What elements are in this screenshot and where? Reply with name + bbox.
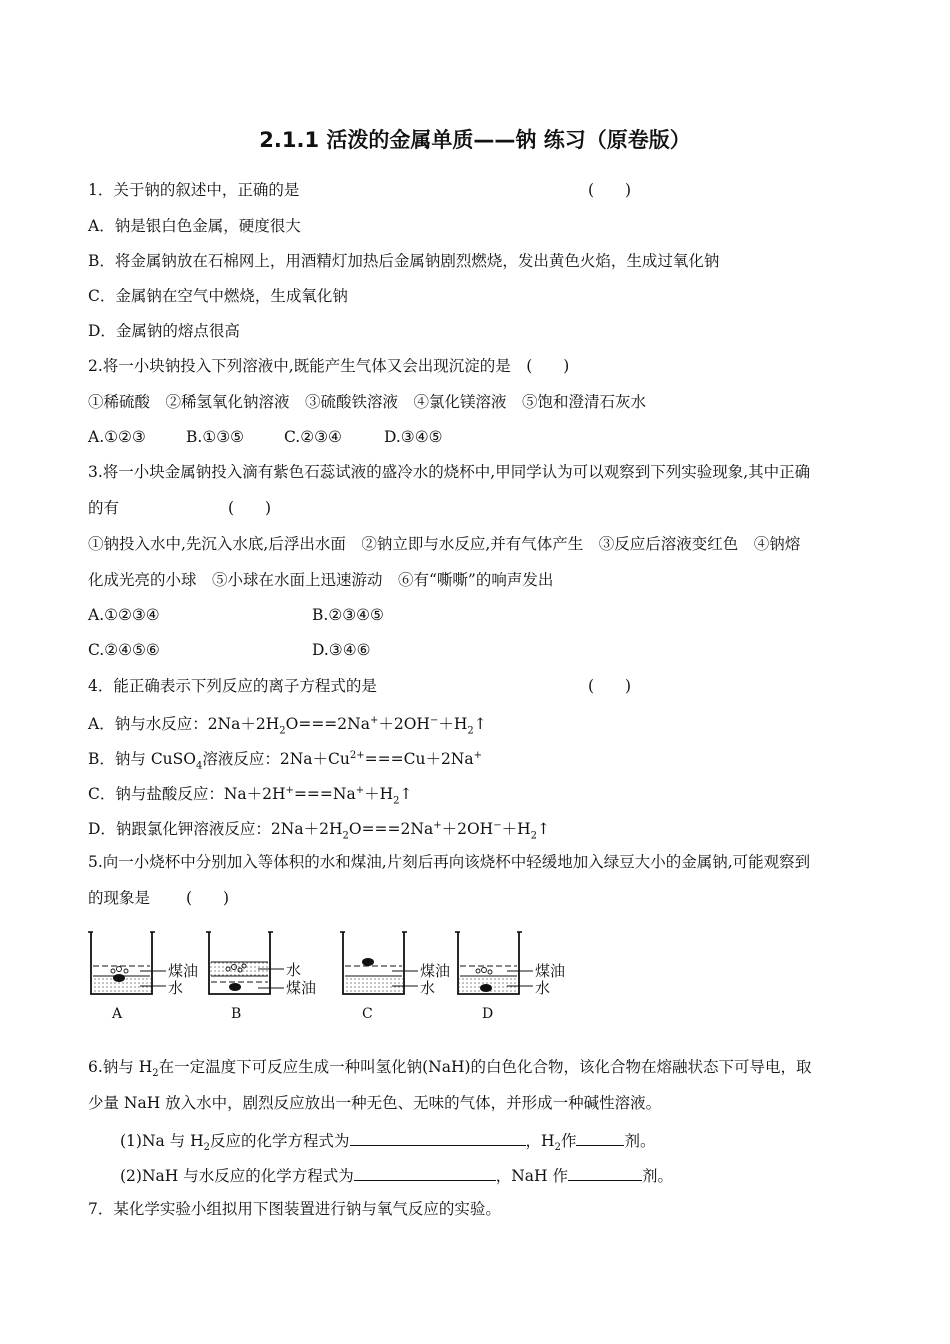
beaker-b-label: B (231, 1006, 242, 1022)
q2-option-a: A.①②③ (88, 428, 146, 446)
q7-stem: 7．某化学实验小组拟用下图装置进行钠与氧气反应的实验。 (88, 1200, 501, 1218)
q4-answer-bracket: ( ) (588, 677, 632, 695)
q1-option-a: A．钠是银白色金属，硬度很大 (88, 217, 301, 235)
beaker-a-kerosene-label: 煤油 (168, 962, 199, 980)
q3-stem-line1: 3.将一小块金属钠投入滴有紫色石蕊试液的盛冷水的烧杯中,甲同学认为可以观察到下列实验现象,其中正确 (88, 463, 811, 481)
q4-option-a: A．钠与水反应：$2Na+2H_2O===2Na^++2OH^-+H_2↑$ (88, 715, 487, 737)
q5-answer-bracket: ( ) (186, 889, 230, 907)
q6-part1-blank-equation[interactable] (350, 1129, 526, 1146)
q6-part2-blank-role[interactable] (568, 1164, 642, 1181)
q4-option-b: B．钠与 CuSO$_4$溶液反应：$2Na+Cu^{2+}===Cu+2Na^+$ (88, 750, 483, 772)
beaker-d (455, 932, 565, 1022)
beaker-a (88, 932, 198, 1022)
q6-part1: (1)Na 与 $H_2$反应的化学方程式为 ，$H_2$作 剂。 (120, 1129, 655, 1158)
beaker-d-kerosene-label: 煤油 (535, 962, 566, 980)
beaker-b-water-label: 水 (286, 961, 302, 979)
beaker-c-label: C (362, 1006, 373, 1022)
q4-option-d: D．钠跟氯化钾溶液反应：$2Na+2H_2O===2Na^++2OH^-+H_2↑$ (88, 820, 550, 842)
q3-answer-bracket: ( ) (228, 499, 272, 517)
q6-part2-blank-equation[interactable] (354, 1164, 496, 1181)
beaker-a-label: A (112, 1006, 123, 1022)
q2-stem: 2.将一小块钠投入下列溶液中,既能产生气体又会出现沉淀的是 ( ) (88, 357, 570, 375)
q3-items-line1: ①钠投入水中,先沉入水底,后浮出水面 ②钠立即与水反应,并有气体产生 ③反应后溶液变红色 ④钠熔 (88, 535, 801, 553)
q6-part1-blank-role[interactable] (576, 1129, 624, 1146)
beaker-c (340, 932, 450, 1022)
q1-option-d: D．金属钠的熔点很高 (88, 322, 240, 340)
q3-option-b: B.②③④⑤ (312, 606, 384, 624)
q3-stem-line2: 的有 (88, 499, 120, 517)
q5-stem-line1: 5.向一小烧杯中分别加入等体积的水和煤油,片刻后再向该烧杯中轻缓地加入绿豆大小的金属钠,可能观察到 (88, 853, 811, 871)
beaker-b-kerosene-label: 煤油 (286, 979, 317, 997)
q2-option-c: C.②③④ (284, 428, 342, 446)
q5-beaker-figure (86, 926, 586, 1026)
q3-items-line2: 化成光亮的小球 ⑤小球在水面上迅速游动 ⑥有“嘶嘶”的响声发出 (88, 571, 554, 589)
q3-option-a: A.①②③④ (88, 606, 160, 624)
q1-stem: 1．关于钠的叙述中，正确的是 (88, 181, 300, 199)
q1-option-b: B．将金属钠放在石棉网上，用酒精灯加热后金属钠剧烈燃烧，发出黄色火焰，生成过氧化钠 (88, 252, 720, 270)
q1-answer-bracket: ( ) (588, 181, 632, 199)
q1-option-c: C．金属钠在空气中燃烧，生成氧化钠 (88, 287, 348, 305)
q3-option-d: D.③④⑥ (312, 641, 371, 659)
q4-option-c: C．钠与盐酸反应：$Na+2H^+===Na^++H_2↑$ (88, 785, 413, 807)
beaker-d-label: D (482, 1006, 494, 1022)
q6-stem-line2: 少量 NaH 放入水中，剧烈反应放出一种无色、无味的气体，并形成一种碱性溶液。 (88, 1094, 662, 1112)
q4-stem: 4．能正确表示下列反应的离子方程式的是 (88, 677, 377, 695)
beaker-c-water-label: 水 (420, 979, 436, 997)
q3-option-c: C.②④⑤⑥ (88, 641, 160, 659)
page-title: 2.1.1 活泼的金属单质——钠 练习（原卷版） (259, 128, 691, 152)
beaker-b (206, 932, 316, 1022)
beaker-d-water-label: 水 (535, 979, 551, 997)
q5-stem-line2: 的现象是 (88, 889, 151, 907)
q2-items: ①稀硫酸 ②稀氢氧化钠溶液 ③硫酸铁溶液 ④氯化镁溶液 ⑤饱和澄清石灰水 (88, 393, 647, 411)
q2-option-b: B.①③⑤ (186, 428, 245, 446)
beaker-c-kerosene-label: 煤油 (420, 962, 451, 980)
q6-part2: (2)NaH 与水反应的化学方程式为 ，NaH 作 剂。 (120, 1164, 673, 1186)
q2-option-d: D.③④⑤ (384, 428, 443, 446)
beaker-a-water-label: 水 (168, 979, 184, 997)
q6-stem-line1: 6.钠与 $H_2$在一定温度下可反应生成一种叫氢化钠(NaH)的白色化合物，该化合物在熔融状态下可导电，取 (88, 1058, 812, 1080)
